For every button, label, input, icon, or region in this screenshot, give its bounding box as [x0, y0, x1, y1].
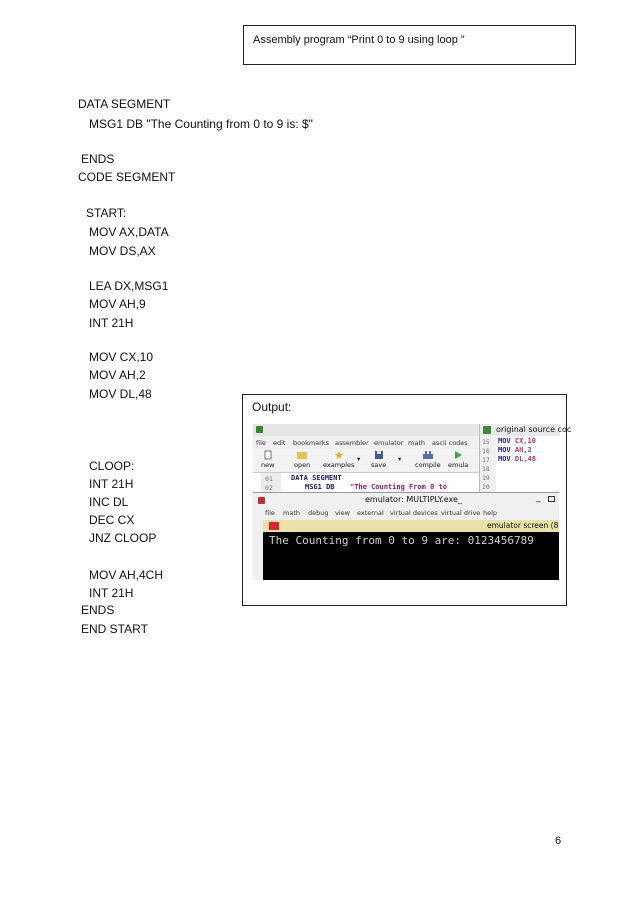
- code-line: DATA SEGMENT: [78, 97, 171, 111]
- emulate-button[interactable]: emula: [448, 451, 468, 469]
- code-line: CODE SEGMENT: [78, 170, 176, 184]
- output-box: [242, 394, 572, 606]
- code-line: MOV CX,10: [89, 350, 154, 364]
- emulator-menu-item[interactable]: debug: [308, 509, 329, 517]
- ide-menu-item[interactable]: math: [408, 439, 425, 447]
- chevron-down-icon: ▾: [398, 455, 402, 463]
- program-title: Assembly program “Print 0 to 9 using loop ”: [253, 34, 465, 46]
- ide-menu-item[interactable]: bookmarks: [293, 439, 329, 447]
- ide-menu-item[interactable]: emulator: [374, 439, 404, 447]
- star-icon: [334, 451, 344, 459]
- line-number: 01: [265, 475, 273, 483]
- emulator-title: emulator: MULTIPLY.exe_: [365, 495, 462, 504]
- emulator-menu-item[interactable]: virtual devices: [390, 509, 438, 517]
- source-title: original source coc: [496, 425, 572, 434]
- new-button[interactable]: new: [261, 451, 274, 469]
- emulator-screen-title: emulator screen (8: [487, 521, 559, 530]
- emulator-menu-item[interactable]: external: [357, 509, 384, 517]
- screen-icon: [269, 522, 279, 530]
- ide-menu-item[interactable]: ascii codes: [432, 439, 468, 447]
- new-file-icon: [263, 451, 273, 459]
- emulator-menu-item[interactable]: math: [283, 509, 300, 517]
- ide-code-string: "The Counting From 0 to: [350, 483, 447, 491]
- code-line: MOV DL,48: [89, 387, 152, 401]
- source-code-line: MOV AH,2: [498, 446, 532, 454]
- emulator-screen: [263, 532, 559, 580]
- save-button[interactable]: save: [371, 451, 386, 469]
- ide-code-line: DATA SEGMENT: [291, 474, 342, 482]
- program-output-text: The Counting from 0 to 9 are: 0123456789: [269, 534, 534, 547]
- compile-button[interactable]: compile: [415, 451, 441, 469]
- code-line: ENDS: [81, 152, 115, 166]
- source-line-number: 18: [482, 465, 490, 473]
- chevron-down-icon: ▾: [357, 455, 361, 463]
- code-line: LEA DX,MSG1: [89, 279, 169, 293]
- original-source-window: [479, 424, 572, 502]
- code-line: INT 21H: [89, 477, 134, 491]
- minimize-button[interactable]: _: [536, 493, 541, 503]
- source-line-number: 15: [482, 438, 490, 446]
- source-line-number: 19: [482, 474, 490, 482]
- emulator-screen-header: [263, 520, 559, 532]
- line-number: 02: [265, 484, 273, 492]
- source-line-number: 20: [482, 483, 490, 491]
- open-button[interactable]: open: [294, 451, 310, 469]
- ide-toolbar: [253, 449, 479, 471]
- ide-titlebar: [253, 424, 479, 436]
- ide-menu-item[interactable]: edit: [273, 439, 286, 447]
- code-line: MOV AH,9: [89, 297, 146, 311]
- ide-menu-item[interactable]: assembler: [335, 439, 369, 447]
- output-label: Output:: [252, 400, 292, 414]
- code-line: INT 21H: [89, 586, 134, 600]
- page-number: 6: [555, 835, 562, 847]
- emulator-menu-item[interactable]: help: [483, 509, 498, 517]
- emulator-window: [253, 492, 559, 580]
- emulator-titlebar: [253, 493, 559, 507]
- code-line: INC DL: [89, 495, 129, 509]
- emulator-menu-item[interactable]: view: [335, 509, 350, 517]
- source-code-line: MOV CX,10: [498, 437, 536, 445]
- code-line: END START: [81, 622, 148, 636]
- source-titlebar: [480, 424, 572, 436]
- folder-icon: [297, 451, 307, 459]
- code-line: JNZ CLOOP: [89, 531, 157, 545]
- ide-code-line: MSG1 DB: [305, 483, 335, 491]
- code-line: CLOOP:: [89, 459, 135, 473]
- ide-menu-bar: [253, 437, 479, 448]
- code-line: MOV DS,AX: [89, 244, 156, 258]
- examples-dropdown[interactable]: [357, 455, 360, 463]
- maximize-button[interactable]: [548, 496, 555, 502]
- code-line: ENDS: [81, 603, 115, 617]
- code-line: MOV AH,2: [89, 368, 146, 382]
- compile-icon: [423, 451, 433, 459]
- examples-button[interactable]: examples: [323, 451, 354, 469]
- save-dropdown[interactable]: [398, 455, 401, 463]
- source-code-line: MOV DL,48: [498, 455, 536, 463]
- ide-menu-item[interactable]: file: [256, 439, 266, 447]
- emulator-icon: [258, 497, 265, 504]
- program-title-box: [243, 25, 576, 65]
- code-line: MOV AH,4CH: [89, 568, 164, 582]
- emulator-menu-item[interactable]: file: [265, 509, 275, 517]
- code-line: MOV AX,DATA: [89, 225, 169, 239]
- code-line: DEC CX: [89, 513, 135, 527]
- emulator-menu-bar: [253, 508, 559, 519]
- code-line: MSG1 DB "The Counting from 0 to 9 is: $": [89, 117, 313, 131]
- emulator-screenshot: [253, 424, 572, 579]
- emulator-menu-item[interactable]: virtual drive: [441, 509, 481, 517]
- source-icon: [483, 426, 491, 434]
- source-line-number: 16: [482, 447, 490, 455]
- play-icon: [453, 451, 463, 459]
- source-line-number: 17: [482, 456, 490, 464]
- save-icon: [374, 451, 384, 459]
- code-line: START:: [86, 206, 127, 220]
- code-line: INT 21H: [89, 316, 134, 330]
- app-icon: [256, 426, 263, 433]
